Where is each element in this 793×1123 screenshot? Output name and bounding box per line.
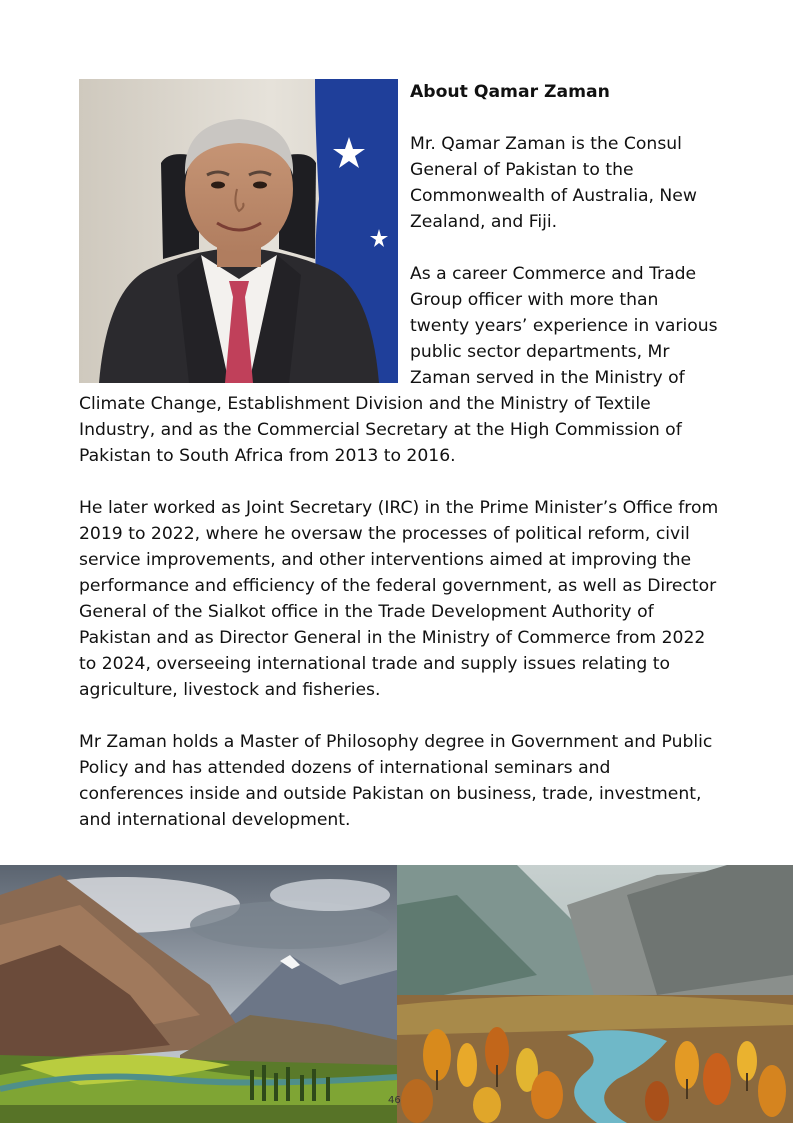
portrait-photo <box>79 79 398 383</box>
bio-section <box>79 79 719 833</box>
bio-paragraph-4: Mr Zaman holds a Master of Philosophy degree in Government and Public Policy and has attended dozens of international seminars and conferences inside and outside Pakistan on business, trade, investment, and international development. <box>79 732 713 830</box>
landscape-photos <box>0 865 793 1123</box>
autumn-valley-photo <box>397 865 793 1123</box>
bio-paragraph-2: As a career Commerce and Trade Group officer with more than twenty years’ experience in various public sector departments, Mr Zaman served in the Ministry of Climate Change, Establishment Division and the Ministry of Textile Industry, and as the Commercial Secretary at the High Commission of Pakistan to South Africa from 2013 to 2016. <box>79 264 718 466</box>
mountain-valley-illustration <box>0 865 397 1123</box>
bio-paragraph-3: He later worked as Joint Secretary (IRC) in the Prime Minister’s Office from 2019 to 2022, where he oversaw the processes of political reform, civil service improvements, and other interventions aimed at improving the performance and efficiency of the federal government, as well as Director General of the Sialkot office in the Trade Development Authority of Pakistan and as Director General in the Ministry of Commerce from 2022 to 2024, overseeing international trade and supply issues relating to agriculture, livestock and fisheries. <box>79 498 719 700</box>
page-number: 46 <box>388 1095 401 1106</box>
portrait-illustration <box>79 79 398 383</box>
bio-heading: About Qamar Zaman <box>410 82 610 102</box>
autumn-valley-illustration <box>397 865 793 1123</box>
bio-paragraph-1: Mr. Qamar Zaman is the Consul General of Pakistan to the Commonwealth of Australia, New Zealand, and Fiji. <box>410 134 697 232</box>
mountain-valley-photo <box>0 865 397 1123</box>
